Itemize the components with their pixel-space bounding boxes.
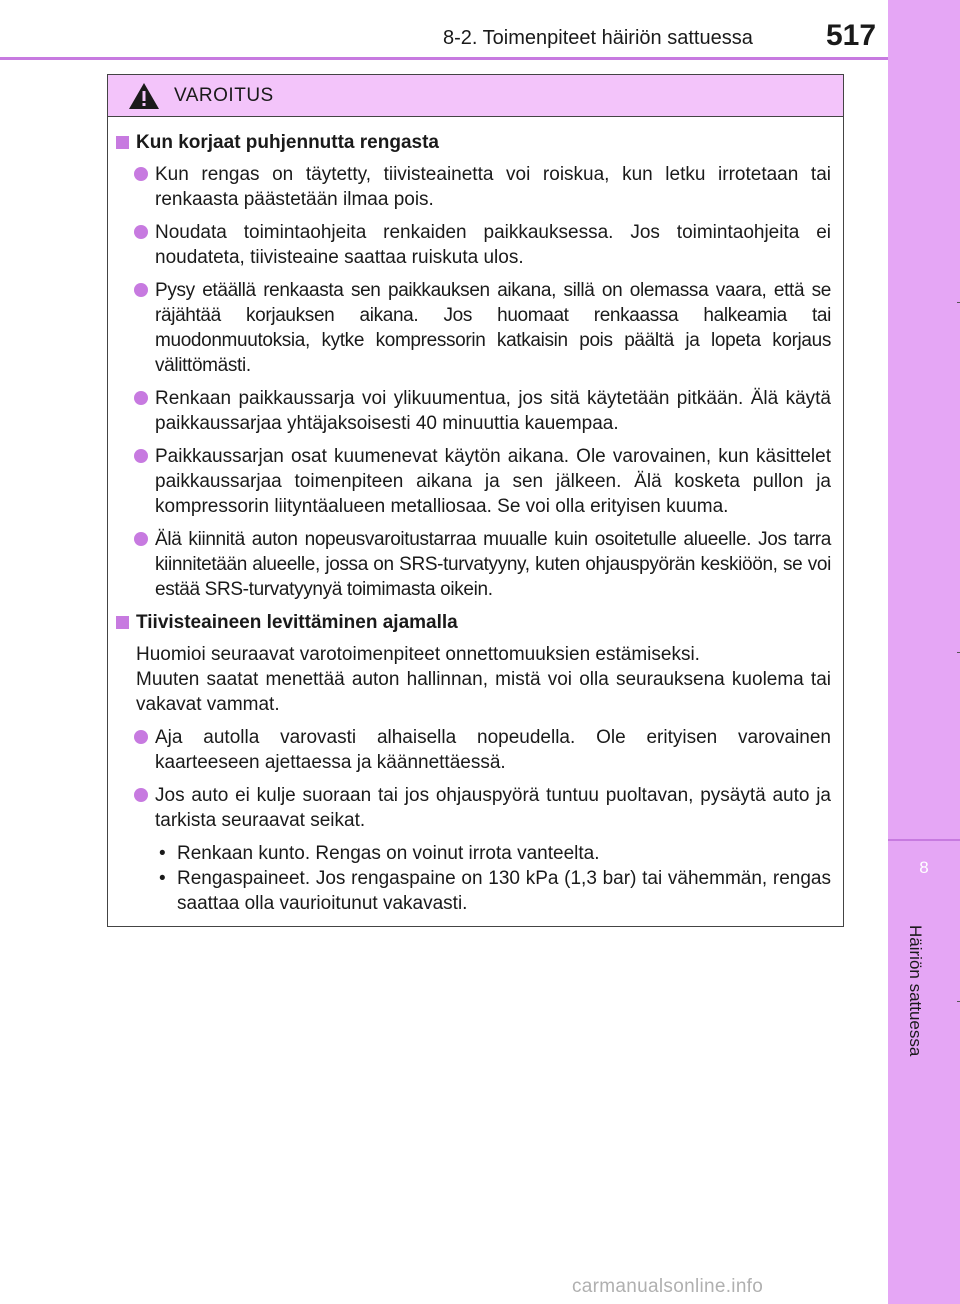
circle-bullet-icon	[134, 225, 148, 239]
section-heading: Kun korjaat puhjennutta rengasta	[114, 130, 831, 155]
dot-bullet-icon: •	[159, 868, 166, 889]
list-item: Kun rengas on täytetty, tiivisteainetta voi roiskua, kun letku irrotetaan tai renkaasta päästetään ilmaa pois.	[134, 162, 831, 212]
square-bullet-icon	[116, 136, 129, 149]
watermark: carmanualsonline.info	[572, 1276, 764, 1297]
chapter-tab-divider	[888, 839, 960, 841]
warning-header	[108, 75, 843, 117]
circle-bullet-icon	[134, 730, 148, 744]
header-divider	[0, 57, 888, 60]
intro-paragraph: Huomioi seuraavat varotoimenpiteet onnettomuuksien estämiseksi.	[136, 644, 700, 665]
list-item: Pysy etäällä renkaasta sen paikkauksen aikana, sillä on olemassa vaara, että se räjähtää korjauksen aikana. Jos huomaat renkaassa halkeamia tai muodonmuutoksia, kytke kompressorin katkaisin pois päältä ja lopeta korjaus välittömästi.	[134, 278, 831, 378]
chapter-number: 8	[919, 858, 929, 877]
circle-bullet-icon	[134, 532, 148, 546]
warning-content	[108, 130, 845, 916]
list-item: Renkaan paikkaussarja voi ylikuumentua, jos sitä käytetään pitkään. Älä käytä paikkaussarjaa yhtäjaksoisesti 40 minuuttia kauempaa.	[134, 386, 831, 436]
circle-bullet-icon	[134, 449, 148, 463]
warning-label: VAROITUS	[174, 84, 274, 106]
list-item: Älä kiinnitä auton nopeusvaroitustarraa muualle kuin osoitetulle alueelle. Jos tarra kiinnitetään alueelle, jossa on SRS-turvatyyny, kuten ohjauspyörän keskiöön, se voi estää SRS-turvatyynyä toimimasta oikein.	[134, 527, 831, 602]
list-item: Noudata toimintaohjeita renkaiden paikkauksessa. Jos toimintaohjeita ei noudateta, tiivisteaine saattaa ruiskuta ulos.	[134, 220, 831, 270]
chapter-tab	[888, 0, 960, 1304]
consequence-paragraph: Muuten saatat menettää auton hallinnan, mistä voi olla seurauksena kuolema tai vakavat vammat.	[136, 669, 831, 715]
page-number: 517	[826, 19, 877, 52]
chapter-title: Häiriön sattuessa	[906, 925, 925, 1057]
sub-list	[159, 841, 831, 916]
dot-bullet-icon: •	[159, 843, 166, 864]
circle-bullet-icon	[134, 788, 148, 802]
circle-bullet-icon	[134, 391, 148, 405]
sub-list-item: • Renkaan kunto. Rengas on voinut irrota vanteelta.	[159, 843, 600, 864]
warning-box	[107, 74, 844, 927]
list-item: Jos auto ei kulje suoraan tai jos ohjauspyörä tuntuu puoltavan, pysäytä auto ja tarkista seuraavat seikat.	[134, 783, 831, 833]
circle-bullet-icon	[134, 167, 148, 181]
list-item: Aja autolla varovasti alhaisella nopeudella. Ole erityisen varovainen kaarteeseen ajettaessa ja käännettäessä.	[134, 725, 831, 775]
sub-list-item: • Rengaspaineet. Jos rengaspaine on 130 kPa (1,3 bar) tai vähemmän, rengas saattaa olla vaurioitunut vakavasti.	[159, 868, 831, 914]
warning-triangle-icon	[128, 82, 160, 110]
section-heading: Tiivisteaineen levittäminen ajamalla	[114, 610, 831, 635]
section-title: 8-2. Toimenpiteet häiriön sattuessa	[443, 27, 753, 49]
list-item: Paikkaussarjan osat kuumenevat käytön aikana. Ole varovainen, kun käsittelet paikkaussarjaa toimenpiteen aikana ja sen jälkeen. Älä kosketa pullon ja kompressorin liityntäalueen metalliosaa. Se voi olla erityisen kuuma.	[134, 444, 831, 519]
square-bullet-icon	[116, 616, 129, 629]
circle-bullet-icon	[134, 283, 148, 297]
